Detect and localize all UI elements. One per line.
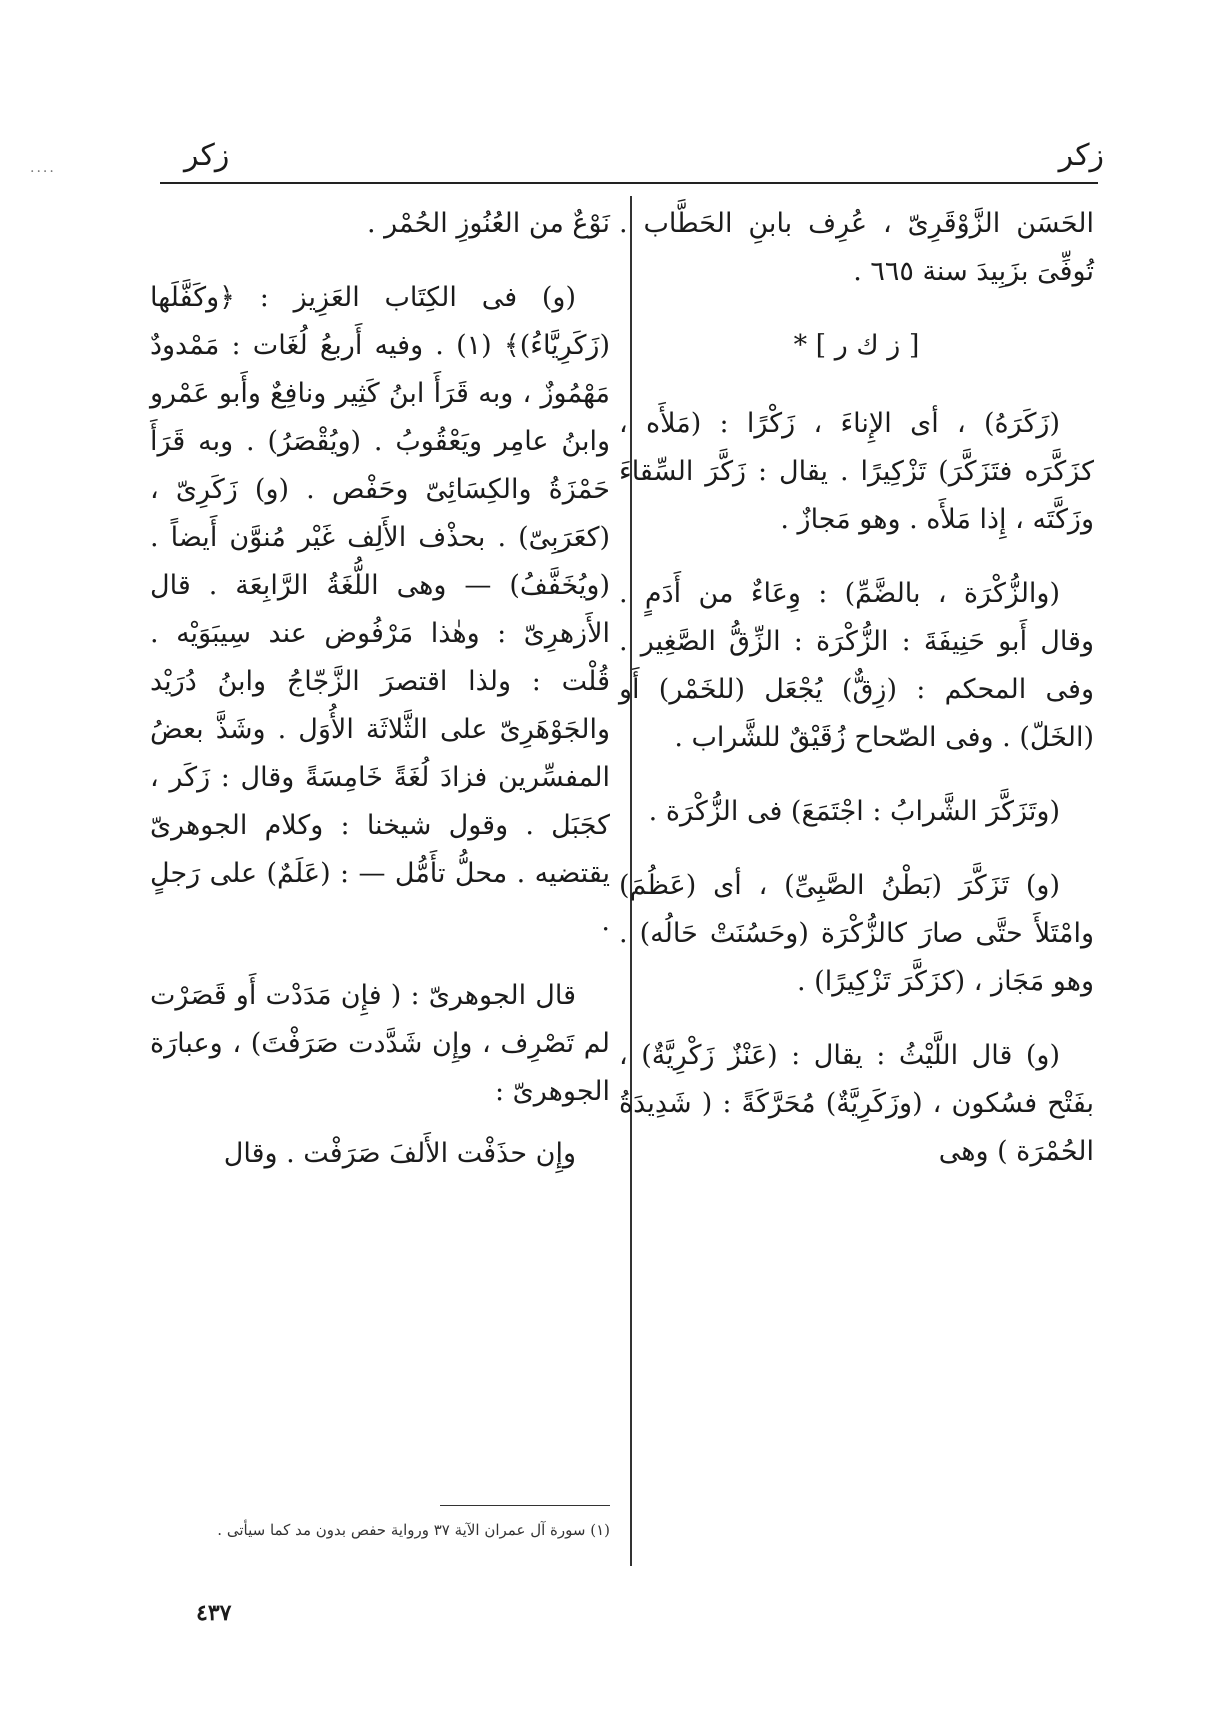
paragraph-zakariyya: (و) فى الكِتَاب العَزِيز : ﴿وكَفَّلَها (زَكَرِيَّاءُ)﴾ (١) . وفيه أَربعُ لُغَات : مَمْدودٌ مَهْمُوزٌ ، وبه قَرَأَ ابنُ كَثِير ونافِعٌ وأَبو عَمْرو وابنُ عامِر ويَعْقُوبُ . (ويُقْصَرُ) . وبه قَرَأَ حَمْزَةُ والكِسَائِىّ وحَفْص . (و) زَكَرِىّ ، (كعَرَبِىّ) . بحذْف الأَلِف غَيْر مُنوَّن أَيضاً . (ويُخَفَّفُ) — وهى اللُّغَةُ الرَّابِعَة . قال الأَزهرِىّ : وهٰذا مَرْفُوض عند سِيبَوَيْه . قُلْت : ولذا اقتصرَ الزَّجّاجُ وابنُ دُرَيْد والجَوْهَرِىّ على الثَّلاثَة الأُوَل . وشَذَّ بعضُ المفسِّرين فزادَ لُغَةً خَامِسَةً وقال : زَكَر ، كجَبَل . وقول شيخنا : وكلام الجوهرىّ يقتضيه . محلُّ تأَمُّل — : (عَلَمٌ) على رَجلٍ . <box>150 282 611 937</box>
root-heading: [ ز ك ر ] * <box>793 330 920 361</box>
right-column <box>619 200 1094 1202</box>
paragraph-jawhari: قال الجوهرىّ : ( فإِن مَدَدْت أَو قَصَرْت لم تَصْرِف ، وإِن شَدَّدت صَرَفْتَ) ، وعبارَة الجوهرىّ : <box>150 980 610 1107</box>
entry-continuation: الحَسَن الزَّوْقَرِىّ ، عُرِف بابنِ الحَطَّاب . تُوفِّىَ بزَبِيدَ سنة ٦٦٥ . <box>619 208 1094 287</box>
running-header-left: زكر <box>184 138 230 173</box>
footnote: (١) سورة آل عمران الآية ٣٧ ورواية حفص بدون مد كما سيأتى . <box>217 1521 610 1539</box>
running-header-right: زكر <box>1058 138 1104 173</box>
left-column <box>150 200 610 1204</box>
corner-mark: .... <box>30 160 56 176</box>
footnote-rule <box>440 1505 610 1506</box>
paragraph-zukra: (والزُّكْرَة ، بالضَّمِّ) : وِعَاءٌ من أَدَمٍ . وقال أَبو حَنِيفَةَ : الزُّكْرَة : الزِّقُّ الصَّغِير . وفى المحكم : (زِقٌّ) يُجْعَل (للخَمْر) أَو (الخَلّ) . وفى الصّحاح زُقَيْقٌ للشَّراب . <box>619 578 1094 753</box>
entry-continuation-left: نَوْعٌ من العُنُوزِ الحُمْر . <box>366 208 610 239</box>
paragraph-closing: وإِن حذَفْت الأَلفَ صَرَفْت . وقال <box>223 1138 576 1169</box>
page-number: ٤٣٧ <box>196 1600 232 1626</box>
paragraph-tazakkara: (وتَزَكَّرَ الشَّرابُ : اجْتَمَعَ) فى الزُّكْرَة . <box>648 796 1060 827</box>
header-rule <box>160 182 1098 184</box>
paragraph-batn: (و) تَزَكَّرَ (بَطْنُ الصَّبِىِّ) ، أى (عَظُمَ) وامْتَلأَ حتَّى صارَ كالزُّكْرَة (وحَسُنَتْ حَالُه) . وهو مَجَاز ، (كزَكَّرَ تَزْكِيرًا) . <box>619 870 1094 997</box>
paragraph-zakara: (زَكَرَهُ) ، أى الإِناءَ ، زَكْرًا : (مَلأَه ، كزَكَّرَه فتَزَكَّرَ) تَزْكِيرًا . يقال : زَكَّرَ السِّقاءَ وزَكَّتَه ، إِذا مَلأَه . وهو مَجازٌ . <box>619 408 1094 535</box>
paragraph-layth: (و) قال اللَّيْثُ : يقال : (عَنْزٌ زَكْرِيَّةٌ) ، بفَتْح فسُكون ، (وزَكَرِيَّةٌ) مُحَرَّكَةً : ( شَدِيدَةُ الحُمْرَة ) وهى <box>619 1040 1094 1167</box>
